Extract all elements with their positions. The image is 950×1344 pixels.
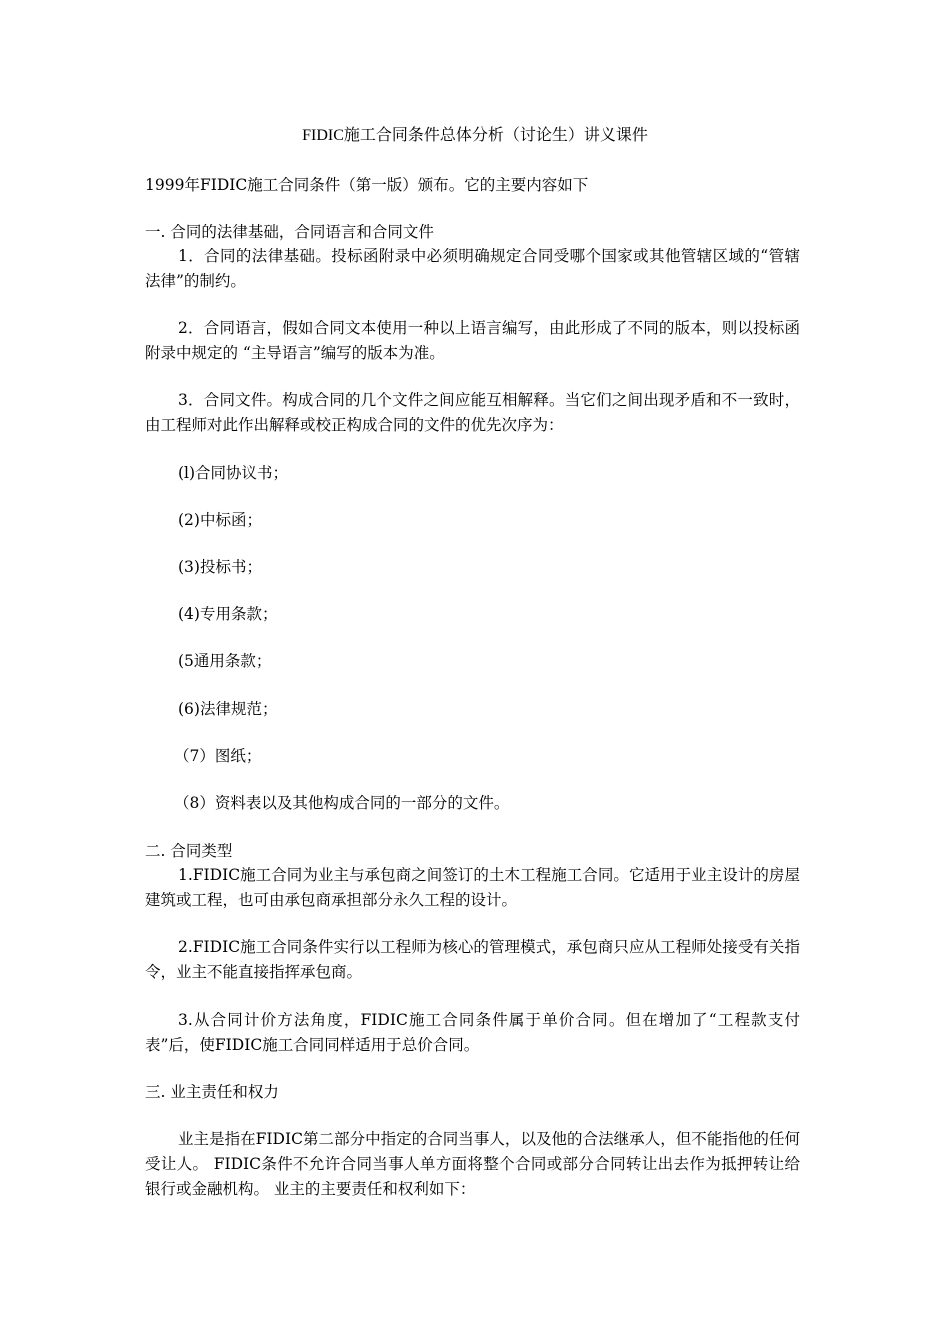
- section3-paragraph-1: 业主是指在FIDIC第二部分中指定的合同当事人，以及他的合法继承人，但不能指他的任何受让人。 FIDIC条件不允许合同当事人单方面将整个合同或部分合同转让出去作为抵押转让给银行或金融机构。 业主的主要责任和权利如下：: [145, 1130, 800, 1198]
- section1-paragraph-2: 2．合同语言，假如合同文本使用一种以上语言编写，由此形成了不同的版本，则以投标函附录中规定的 “主导语言”编写的版本为准。: [145, 319, 800, 362]
- document-title: FIDIC施工合同条件总体分析（讨论生）讲义课件: [302, 127, 648, 144]
- section3-heading: 三. 业主责任和权力: [145, 1083, 279, 1101]
- document-list-item-4: (4)专用条款；: [178, 605, 278, 623]
- document-list-item-3: (3)投标书；: [178, 558, 262, 576]
- document-list-item-8: （8）资料表以及其他构成合同的一部分的文件。: [174, 794, 510, 812]
- document-list-item-1: (l)合同协议书；: [178, 464, 289, 482]
- intro-line: 1999年FIDIC施工合同条件（第一版）颁布。它的主要内容如下: [145, 176, 589, 194]
- section2-paragraph-2: 2.FIDIC施工合同条件实行以工程师为核心的管理模式，承包商只应从工程师处接受有关指令，业主不能直接指挥承包商。: [145, 938, 800, 981]
- document-list-item-5: (5通用条款；: [178, 652, 272, 670]
- section2-paragraph-1: 1.FIDIC施工合同为业主与承包商之间签订的土木工程施工合同。它适用于业主设计的房屋建筑或工程，也可由承包商承担部分永久工程的设计。: [145, 866, 800, 909]
- section2-paragraph-3: 3.从合同计价方法角度，FIDIC施工合同条件属于单价合同。但在增加了“工程款支付表”后，使FIDIC施工合同同样适用于总价合同。: [145, 1011, 800, 1054]
- section1-paragraph-1: 1．合同的法律基础。投标函附录中必须明确规定合同受哪个国家或其他管辖区域的“管辖法律”的制约。: [145, 247, 800, 290]
- document-list-item-6: (6)法律规范；: [178, 700, 278, 718]
- section1-heading: 一. 合同的法律基础，合同语言和合同文件: [145, 223, 434, 241]
- section2-heading: 二. 合同类型: [145, 842, 233, 860]
- document-list-item-2: (2)中标函；: [178, 511, 262, 529]
- section1-paragraph-3: 3．合同文件。构成合同的几个文件之间应能互相解释。当它们之间出现矛盾和不一致时，由工程师对此作出解释或校正构成合同的文件的优先次序为：: [145, 391, 800, 434]
- document-list-item-7: （7）图纸；: [174, 747, 262, 765]
